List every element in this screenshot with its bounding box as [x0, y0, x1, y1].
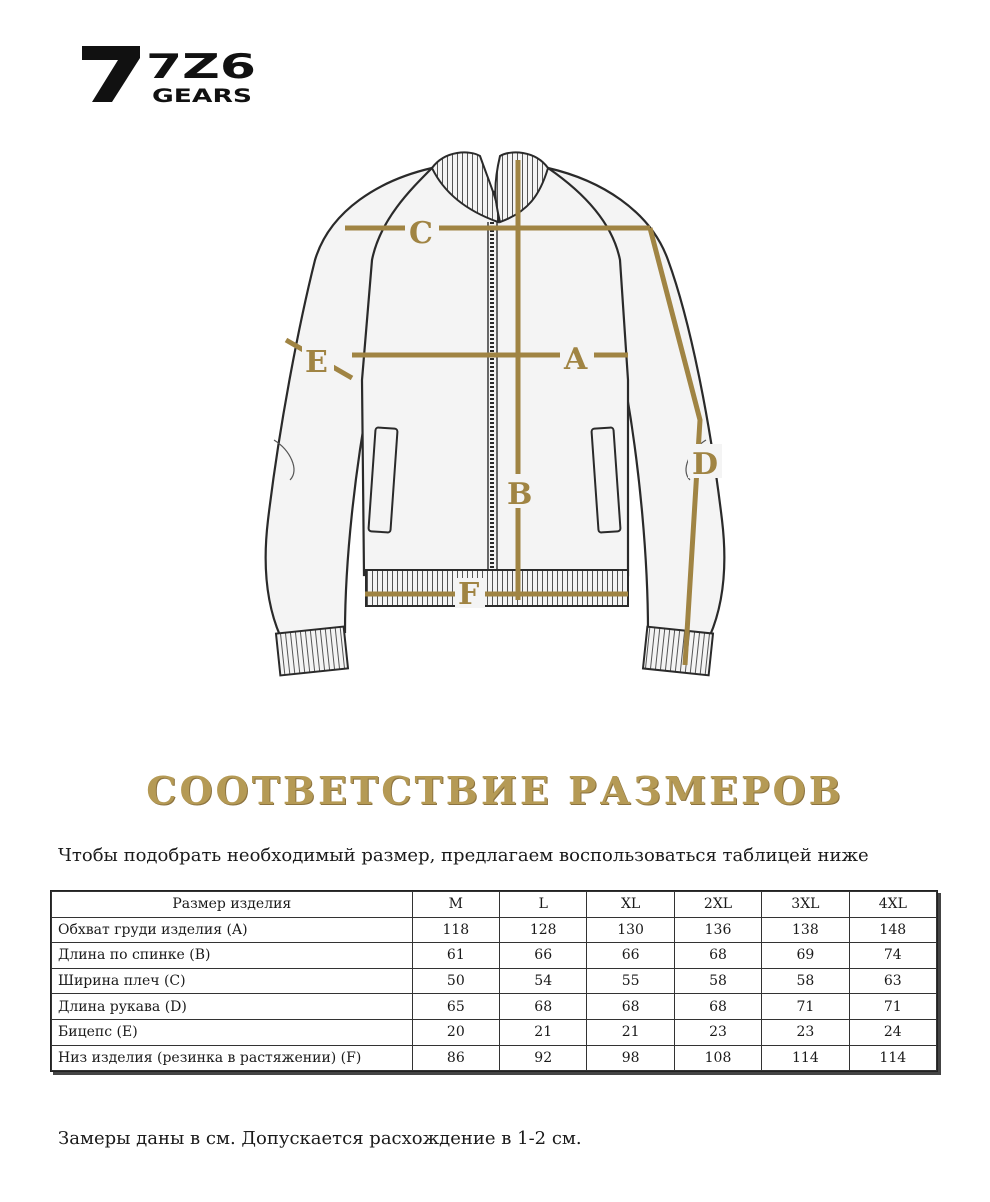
row-label: Ширина плеч (C) — [52, 968, 413, 994]
cell-value: 66 — [500, 943, 587, 969]
label-d: D — [692, 447, 719, 482]
size-header: XL — [587, 892, 674, 918]
size-header: M — [412, 892, 499, 918]
cell-value: 108 — [674, 1045, 761, 1071]
page-title: СООТВЕТСТВИЕ РАЗМЕРОВ — [146, 768, 844, 813]
brand-logo — [82, 44, 262, 106]
cell-value: 21 — [500, 1019, 587, 1045]
cell-value: 24 — [849, 1019, 936, 1045]
cell-value: 65 — [412, 994, 499, 1020]
size-header: 3XL — [762, 892, 849, 918]
label-f: F — [458, 577, 480, 612]
cell-value: 58 — [674, 968, 761, 994]
cell-value: 114 — [762, 1045, 849, 1071]
header-label: Размер изделия — [52, 892, 413, 918]
logo-mark — [82, 46, 140, 102]
cell-value: 23 — [674, 1019, 761, 1045]
cell-value: 63 — [849, 968, 936, 994]
row-label: Бицепс (E) — [52, 1019, 413, 1045]
cell-value: 136 — [674, 917, 761, 943]
logo-word: GEARS — [152, 85, 252, 106]
label-e: E — [305, 345, 328, 380]
cell-value: 148 — [849, 917, 936, 943]
logo-number: 7Z6 — [146, 47, 256, 87]
cell-value: 66 — [587, 943, 674, 969]
label-a: A — [564, 342, 588, 377]
cell-value: 130 — [587, 917, 674, 943]
row-label: Обхват груди изделия (A) — [52, 917, 413, 943]
cell-value: 118 — [412, 917, 499, 943]
cell-value: 74 — [849, 943, 936, 969]
cell-value: 68 — [674, 943, 761, 969]
cell-value: 55 — [587, 968, 674, 994]
measurement-note: Замеры даны в см. Допускается расхождение в 1-2 см. — [58, 1128, 582, 1149]
cell-value: 68 — [587, 994, 674, 1020]
cell-value: 98 — [587, 1045, 674, 1071]
jacket-measurement-diagram — [240, 140, 760, 700]
size-header: L — [500, 892, 587, 918]
cell-value: 92 — [500, 1045, 587, 1071]
cell-value: 114 — [849, 1045, 936, 1071]
cell-value: 69 — [762, 943, 849, 969]
cell-value: 128 — [500, 917, 587, 943]
cell-value: 58 — [762, 968, 849, 994]
table-row — [52, 1019, 937, 1045]
right-cuff — [643, 627, 713, 676]
cell-value: 68 — [674, 994, 761, 1020]
table-row — [52, 917, 937, 943]
cell-value: 20 — [412, 1019, 499, 1045]
table-header-row — [52, 892, 937, 918]
table-row — [52, 968, 937, 994]
left-cuff — [276, 627, 348, 676]
cell-value: 21 — [587, 1019, 674, 1045]
cell-value: 68 — [500, 994, 587, 1020]
cell-value: 23 — [762, 1019, 849, 1045]
cell-value: 54 — [500, 968, 587, 994]
row-label: Низ изделия (резинка в растяжении) (F) — [52, 1045, 413, 1071]
size-table — [50, 890, 938, 1072]
table-row — [52, 943, 937, 969]
row-label: Длина рукава (D) — [52, 994, 413, 1020]
cell-value: 71 — [849, 994, 936, 1020]
size-header: 4XL — [849, 892, 936, 918]
cell-value: 61 — [412, 943, 499, 969]
table-row — [52, 994, 937, 1020]
label-b: B — [507, 477, 533, 512]
intro-text: Чтобы подобрать необходимый размер, предлагаем воспользоваться таблицей ниже — [58, 845, 869, 866]
label-c: C — [409, 216, 433, 251]
size-header: 2XL — [674, 892, 761, 918]
cell-value: 138 — [762, 917, 849, 943]
cell-value: 50 — [412, 968, 499, 994]
row-label: Длина по спинке (B) — [52, 943, 413, 969]
table-row — [52, 1045, 937, 1071]
cell-value: 71 — [762, 994, 849, 1020]
cell-value: 86 — [412, 1045, 499, 1071]
hem-rib — [366, 570, 628, 606]
